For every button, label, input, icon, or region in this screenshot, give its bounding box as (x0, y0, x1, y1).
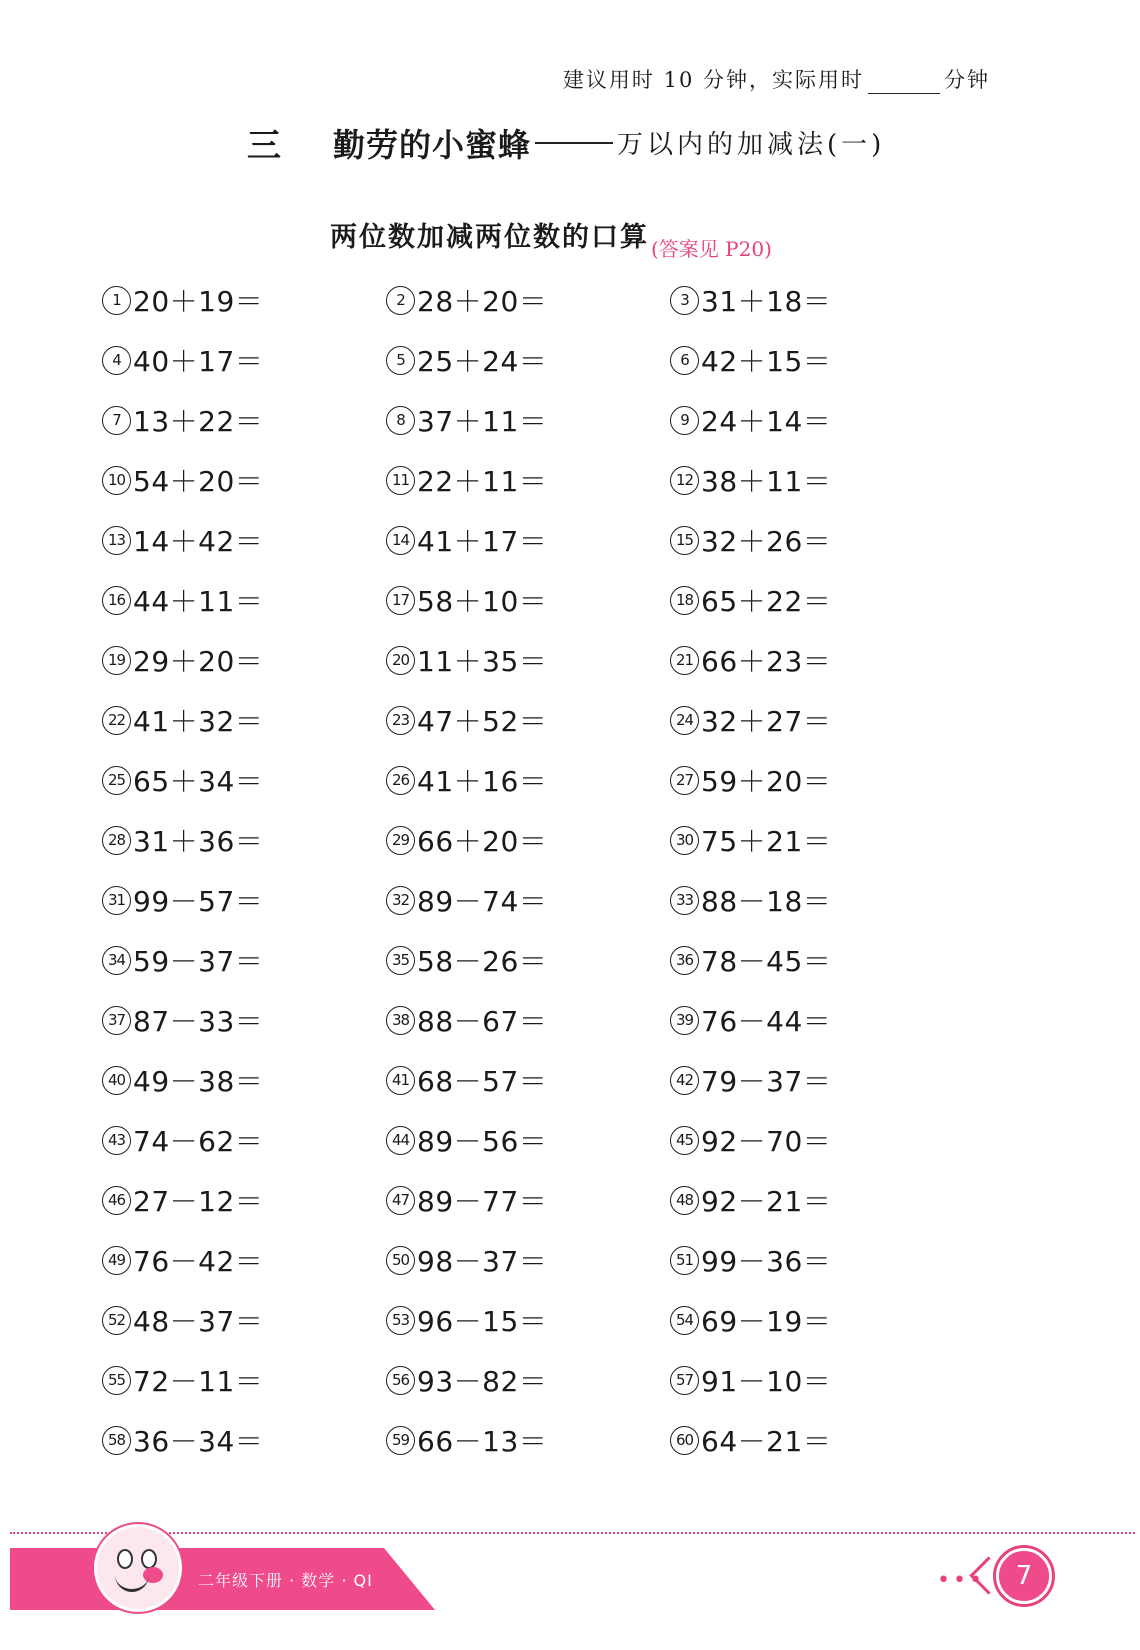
problem-expression: 29＋20＝ (133, 645, 264, 678)
problem-item (386, 1358, 670, 1402)
time-line (563, 64, 990, 94)
time-suffix: 分钟 (944, 68, 990, 92)
problem-item (102, 938, 386, 982)
problem-expression: 48－37＝ (133, 1305, 264, 1338)
problem-number: 38 (386, 1006, 415, 1035)
problem-expression: 78－45＝ (701, 945, 832, 978)
problem-item (670, 278, 954, 322)
problem-expression: 88－18＝ (701, 885, 832, 918)
problem-item (102, 1058, 386, 1102)
problem-item (670, 338, 954, 382)
problem-number: 10 (102, 466, 131, 495)
problem-number: 51 (670, 1246, 699, 1275)
problem-expression: 65＋34＝ (133, 765, 264, 798)
problem-number: 31 (102, 886, 131, 915)
problem-number: 17 (386, 586, 415, 615)
problem-item (102, 1418, 386, 1462)
problem-item (386, 758, 670, 802)
problem-number: 15 (670, 526, 699, 555)
problem-item (102, 758, 386, 802)
problem-number: 29 (386, 826, 415, 855)
problem-item (102, 818, 386, 862)
problem-item (670, 518, 954, 562)
problem-expression: 93－82＝ (417, 1365, 548, 1398)
footer-divider (10, 1532, 1135, 1534)
problem-expression: 64－21＝ (701, 1425, 832, 1458)
problem-number: 39 (670, 1006, 699, 1035)
problem-item (670, 998, 954, 1042)
problem-item (670, 878, 954, 922)
problem-item (670, 1058, 954, 1102)
answer-reference: (答案见 P20) (651, 237, 772, 261)
problem-item (670, 758, 954, 802)
problem-expression: 69－19＝ (701, 1305, 832, 1338)
problem-number: 22 (102, 706, 131, 735)
problem-expression: 76－42＝ (133, 1245, 264, 1278)
problem-number: 57 (670, 1366, 699, 1395)
problem-expression: 25＋24＝ (417, 345, 548, 378)
problem-expression: 14＋42＝ (133, 525, 264, 558)
problem-number: 13 (102, 526, 131, 555)
problem-item (386, 818, 670, 862)
problem-item (670, 1178, 954, 1222)
problem-number: 56 (386, 1366, 415, 1395)
problem-item (102, 338, 386, 382)
problem-expression: 89－77＝ (417, 1185, 548, 1218)
problem-number: 1 (102, 286, 131, 315)
problem-item (386, 338, 670, 382)
problem-expression: 22＋11＝ (417, 465, 548, 498)
problem-item (670, 638, 954, 682)
problem-number: 24 (670, 706, 699, 735)
problem-item (386, 1058, 670, 1102)
problem-expression: 31＋18＝ (701, 285, 832, 318)
problem-item (386, 1298, 670, 1342)
problem-item (670, 398, 954, 442)
problem-number: 46 (102, 1186, 131, 1215)
problem-number: 54 (670, 1306, 699, 1335)
problem-expression: 58＋10＝ (417, 585, 548, 618)
problem-item (102, 278, 386, 322)
problem-item (386, 458, 670, 502)
problem-item (386, 938, 670, 982)
problem-item (102, 698, 386, 742)
problem-number: 3 (670, 286, 699, 315)
unit-title (247, 118, 885, 167)
problem-number: 41 (386, 1066, 415, 1095)
problem-number: 9 (670, 406, 699, 435)
problem-expression: 40＋17＝ (133, 345, 264, 378)
problem-number: 27 (670, 766, 699, 795)
problem-expression: 28＋20＝ (417, 285, 548, 318)
problem-number: 14 (386, 526, 415, 555)
problem-item (670, 1298, 954, 1342)
problem-expression: 11＋35＝ (417, 645, 548, 678)
problem-item (102, 878, 386, 922)
section-heading: 两位数加减两位数的口算 (330, 222, 649, 253)
mascot-image (94, 1524, 182, 1612)
problem-item (670, 458, 954, 502)
problem-item (102, 458, 386, 502)
unit-number: 三 (247, 126, 281, 166)
problem-item (102, 998, 386, 1042)
problem-item (670, 938, 954, 982)
problem-number: 58 (102, 1426, 131, 1455)
problem-number: 21 (670, 646, 699, 675)
problem-expression: 66＋20＝ (417, 825, 548, 858)
problem-item (670, 818, 954, 862)
problem-item (386, 998, 670, 1042)
problem-number: 37 (102, 1006, 131, 1035)
problem-expression: 76－44＝ (701, 1005, 832, 1038)
unit-subtitle: 万以内的加减法(一) (617, 130, 886, 160)
problem-number: 5 (386, 346, 415, 375)
problem-expression: 20＋19＝ (133, 285, 264, 318)
problem-expression: 38＋11＝ (701, 465, 832, 498)
problem-expression: 89－74＝ (417, 885, 548, 918)
problem-number: 60 (670, 1426, 699, 1455)
problem-number: 36 (670, 946, 699, 975)
problem-expression: 74－62＝ (133, 1125, 264, 1158)
problem-number: 33 (670, 886, 699, 915)
problem-expression: 42＋15＝ (701, 345, 832, 378)
problem-number: 30 (670, 826, 699, 855)
problem-expression: 41＋32＝ (133, 705, 264, 738)
problem-number: 11 (386, 466, 415, 495)
problem-number: 48 (670, 1186, 699, 1215)
problem-item (386, 578, 670, 622)
problem-item (670, 1238, 954, 1282)
problem-number: 44 (386, 1126, 415, 1155)
problem-expression: 96－15＝ (417, 1305, 548, 1338)
problem-expression: 58－26＝ (417, 945, 548, 978)
problem-expression: 32＋26＝ (701, 525, 832, 558)
problem-expression: 75＋21＝ (701, 825, 832, 858)
problem-item (102, 398, 386, 442)
problem-item (386, 1178, 670, 1222)
problem-number: 8 (386, 406, 415, 435)
page-number: 7 (996, 1548, 1052, 1604)
problem-expression: 79－37＝ (701, 1065, 832, 1098)
title-dash (535, 142, 613, 144)
problem-item (386, 1418, 670, 1462)
problem-expression: 87－33＝ (133, 1005, 264, 1038)
problem-item (386, 1238, 670, 1282)
problem-expression: 27－12＝ (133, 1185, 264, 1218)
problem-expression: 13＋22＝ (133, 405, 264, 438)
problem-number: 12 (670, 466, 699, 495)
problem-expression: 59＋20＝ (701, 765, 832, 798)
problem-item (386, 518, 670, 562)
problem-number: 49 (102, 1246, 131, 1275)
mascot-mouth-icon (115, 1575, 149, 1592)
problem-number: 34 (102, 946, 131, 975)
problem-expression: 36－34＝ (133, 1425, 264, 1458)
problem-item (670, 1358, 954, 1402)
problem-number: 43 (102, 1126, 131, 1155)
problem-number: 6 (670, 346, 699, 375)
problem-item (102, 1118, 386, 1162)
problem-item (386, 638, 670, 682)
problem-expression: 31＋36＝ (133, 825, 264, 858)
problem-expression: 66－13＝ (417, 1425, 548, 1458)
problem-number: 28 (102, 826, 131, 855)
problem-item (102, 1358, 386, 1402)
problem-item (102, 518, 386, 562)
problem-item (386, 878, 670, 922)
section-title (330, 215, 772, 261)
problem-item (102, 1178, 386, 1222)
problem-number: 18 (670, 586, 699, 615)
problem-number: 59 (386, 1426, 415, 1455)
problem-expression: 92－70＝ (701, 1125, 832, 1158)
problem-expression: 41＋16＝ (417, 765, 548, 798)
problem-expression: 91－10＝ (701, 1365, 832, 1398)
problem-item (102, 1298, 386, 1342)
problem-expression: 47＋52＝ (417, 705, 548, 738)
problem-expression: 68－57＝ (417, 1065, 548, 1098)
mascot-eye-icon (117, 1549, 133, 1569)
problem-expression: 37＋11＝ (417, 405, 548, 438)
book-label: 二年级下册 · 数学 · QI (198, 1571, 373, 1590)
problem-expression: 59－37＝ (133, 945, 264, 978)
problem-number: 32 (386, 886, 415, 915)
problem-number: 19 (102, 646, 131, 675)
unit-name: 勤劳的小蜜蜂 (333, 125, 532, 164)
problem-expression: 32＋27＝ (701, 705, 832, 738)
problem-expression: 41＋17＝ (417, 525, 548, 558)
problem-item (386, 278, 670, 322)
problem-item (670, 578, 954, 622)
problem-number: 25 (102, 766, 131, 795)
ellipsis-icon: ••• (937, 1568, 985, 1593)
problem-item (102, 578, 386, 622)
problem-expression: 89－56＝ (417, 1125, 548, 1158)
problem-item (386, 398, 670, 442)
mascot-eye-icon (141, 1549, 157, 1569)
problem-number: 40 (102, 1066, 131, 1095)
problem-number: 16 (102, 586, 131, 615)
problem-item (670, 1118, 954, 1162)
problem-expression: 49－38＝ (133, 1065, 264, 1098)
problem-expression: 88－67＝ (417, 1005, 548, 1038)
problem-item (670, 1418, 954, 1462)
problem-number: 55 (102, 1366, 131, 1395)
problem-number: 7 (102, 406, 131, 435)
problem-item (386, 1118, 670, 1162)
time-prefix: 建议用时 10 分钟，实际用时 (562, 68, 864, 92)
problem-expression: 72－11＝ (133, 1365, 264, 1398)
problem-item (102, 1238, 386, 1282)
problem-number: 53 (386, 1306, 415, 1335)
problem-expression: 98－37＝ (417, 1245, 548, 1278)
problem-expression: 65＋22＝ (701, 585, 832, 618)
problem-number: 20 (386, 646, 415, 675)
problem-expression: 92－21＝ (701, 1185, 832, 1218)
problem-item (386, 698, 670, 742)
problem-item (102, 638, 386, 682)
problem-number: 2 (386, 286, 415, 315)
problem-number: 42 (670, 1066, 699, 1095)
problem-number: 35 (386, 946, 415, 975)
problem-expression: 66＋23＝ (701, 645, 832, 678)
problem-expression: 44＋11＝ (133, 585, 264, 618)
problem-grid (102, 278, 954, 1478)
problem-item (670, 698, 954, 742)
problem-number: 23 (386, 706, 415, 735)
problem-expression: 99－36＝ (701, 1245, 832, 1278)
problem-number: 4 (102, 346, 131, 375)
problem-number: 52 (102, 1306, 131, 1335)
problem-number: 47 (386, 1186, 415, 1215)
problem-number: 26 (386, 766, 415, 795)
problem-expression: 24＋14＝ (701, 405, 832, 438)
problem-number: 45 (670, 1126, 699, 1155)
problem-number: 50 (386, 1246, 415, 1275)
time-blank[interactable] (868, 69, 940, 94)
problem-expression: 54＋20＝ (133, 465, 264, 498)
problem-expression: 99－57＝ (133, 885, 264, 918)
